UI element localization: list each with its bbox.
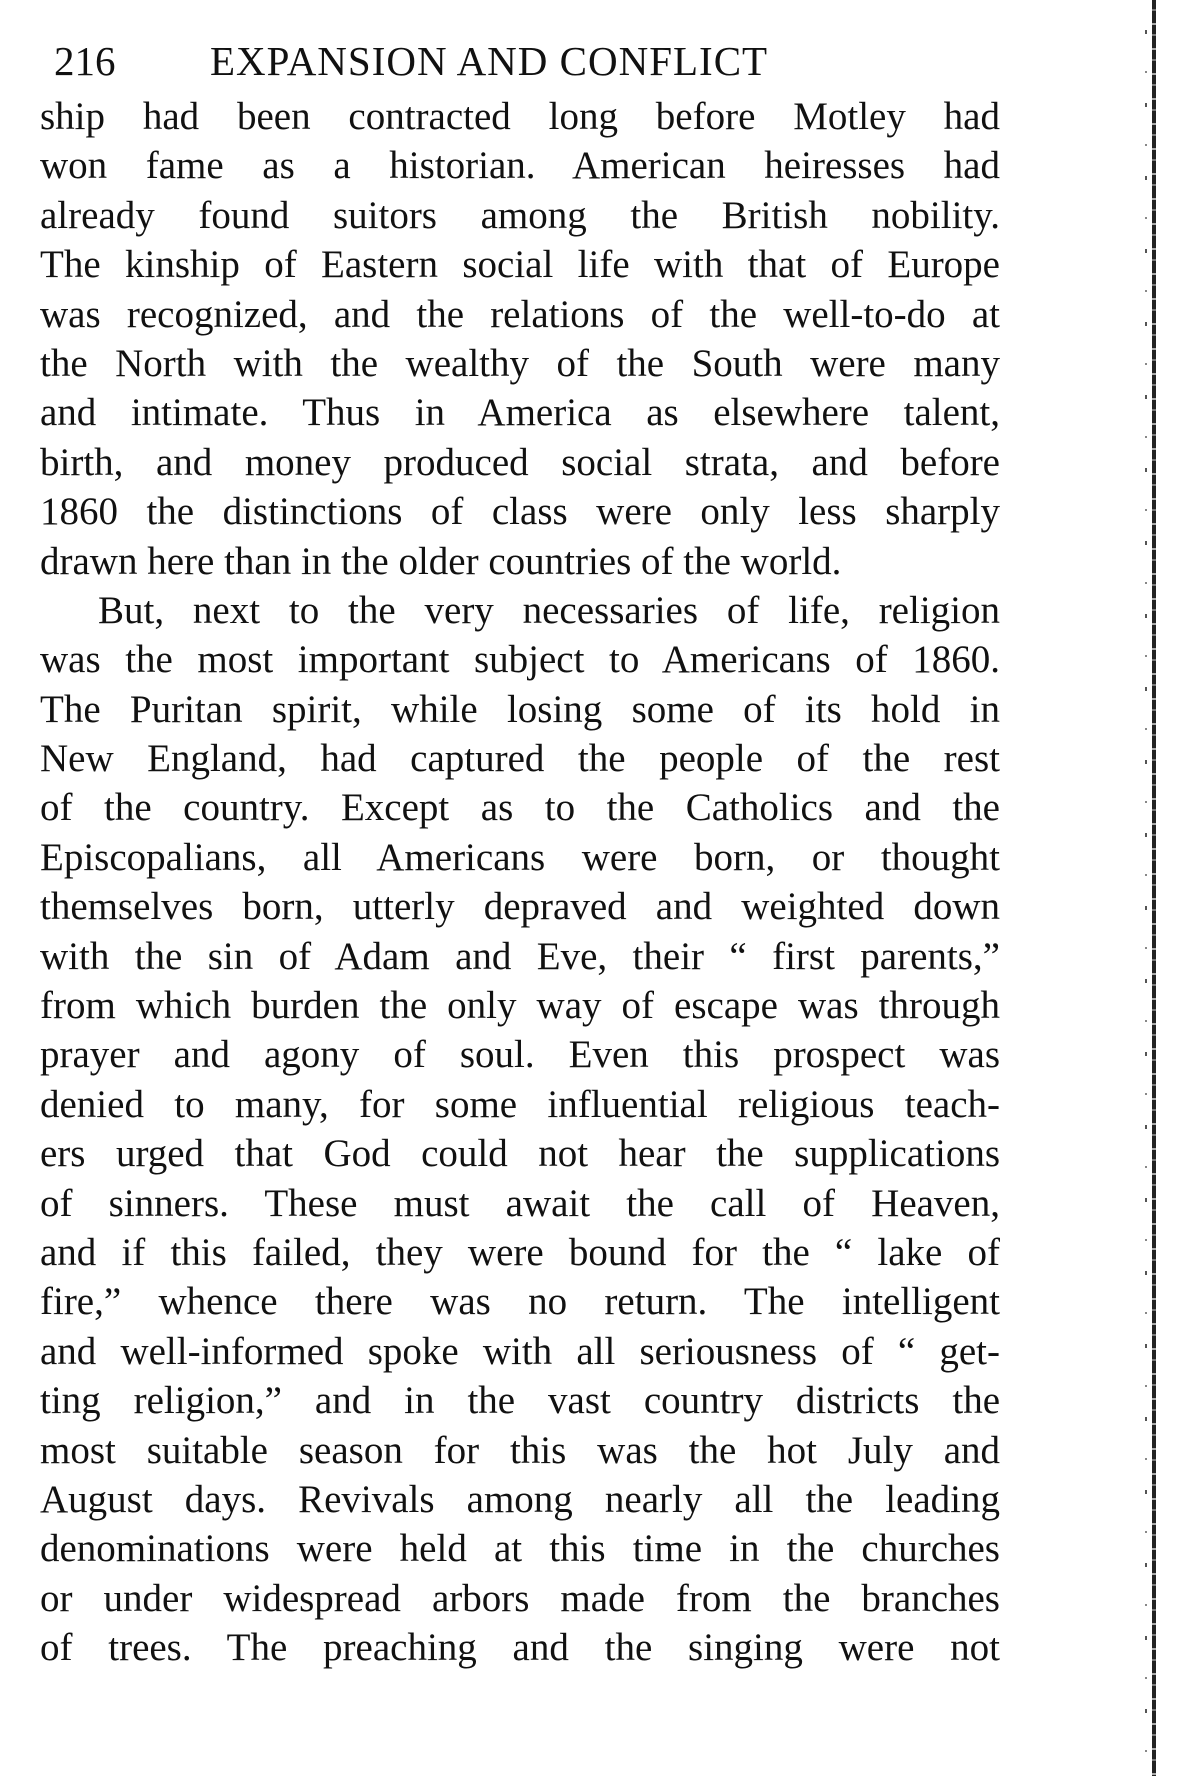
scan-binding-edge xyxy=(1152,0,1156,1776)
text-line: of trees. The preaching and the singing were not xyxy=(40,1626,1000,1670)
text-line: and well-informed spoke with all seriousness of “ get- xyxy=(40,1329,1000,1373)
text-line: won fame as a historian. American heiresses had xyxy=(40,144,1000,188)
text-line: denominations were held at this time in the churches xyxy=(40,1527,1000,1571)
page-header xyxy=(54,36,1004,86)
text-line: of the country. Except as to the Catholics and the xyxy=(40,786,1000,830)
text-line: drawn here than in the older countries of the world. xyxy=(40,539,842,583)
text-line: denied to many, for some influential religious teach- xyxy=(40,1082,1000,1126)
text-line: already found suitors among the British nobility. xyxy=(40,193,1000,237)
text-line: was recognized, and the relations of the well-to-do at xyxy=(40,292,1000,336)
text-line: The Puritan spirit, while losing some of its hold in xyxy=(40,687,1000,731)
text-line: and if this failed, they were bound for the “ lake of xyxy=(40,1230,1000,1274)
text-line: prayer and agony of soul. Even this prospect was xyxy=(40,1033,1000,1077)
text-line: was the most important subject to Americans of 1860. xyxy=(40,638,1000,682)
text-line: Episcopalians, all Americans were born, or thought xyxy=(40,835,1000,879)
text-line: 1860 the distinctions of class were only less sharply xyxy=(40,490,1000,534)
text-line: August days. Revivals among nearly all the leading xyxy=(40,1477,1000,1521)
scan-binding-shadow xyxy=(1145,0,1147,1776)
running-title: EXPANSION AND CONFLICT xyxy=(210,38,769,84)
text-line: ting religion,” and in the vast country districts the xyxy=(40,1379,1000,1423)
text-line: or under widespread arbors made from the branches xyxy=(40,1576,1000,1620)
text-line: and intimate. Thus in America as elsewhere talent, xyxy=(40,391,1000,435)
text-line: fire,” whence there was no return. The intelligent xyxy=(40,1280,1000,1324)
text-line: the North with the wealthy of the South were many xyxy=(40,341,1000,385)
text-line: most suitable season for this was the hot July and xyxy=(40,1428,1000,1472)
text-line: from which burden the only way of escape was through xyxy=(40,984,1000,1028)
text-line: ers urged that God could not hear the supplications xyxy=(40,1132,1000,1176)
text-line: New England, had captured the people of the rest xyxy=(40,737,1000,781)
page-number: 216 xyxy=(54,38,116,84)
body-text xyxy=(40,92,1000,1673)
text-line: birth, and money produced social strata, and before xyxy=(40,440,1000,484)
text-line: The kinship of Eastern social life with that of Europe xyxy=(40,243,1000,287)
text-line: themselves born, utterly depraved and weighted down xyxy=(40,885,1000,929)
text-line: with the sin of Adam and Eve, their “ first parents,” xyxy=(40,934,1000,978)
text-line: of sinners. These must await the call of Heaven, xyxy=(40,1181,1000,1225)
paragraph-start-line: But, next to the very necessaries of life, religion xyxy=(98,588,1000,632)
text-line: ship had been contracted long before Motley had xyxy=(40,95,1000,138)
